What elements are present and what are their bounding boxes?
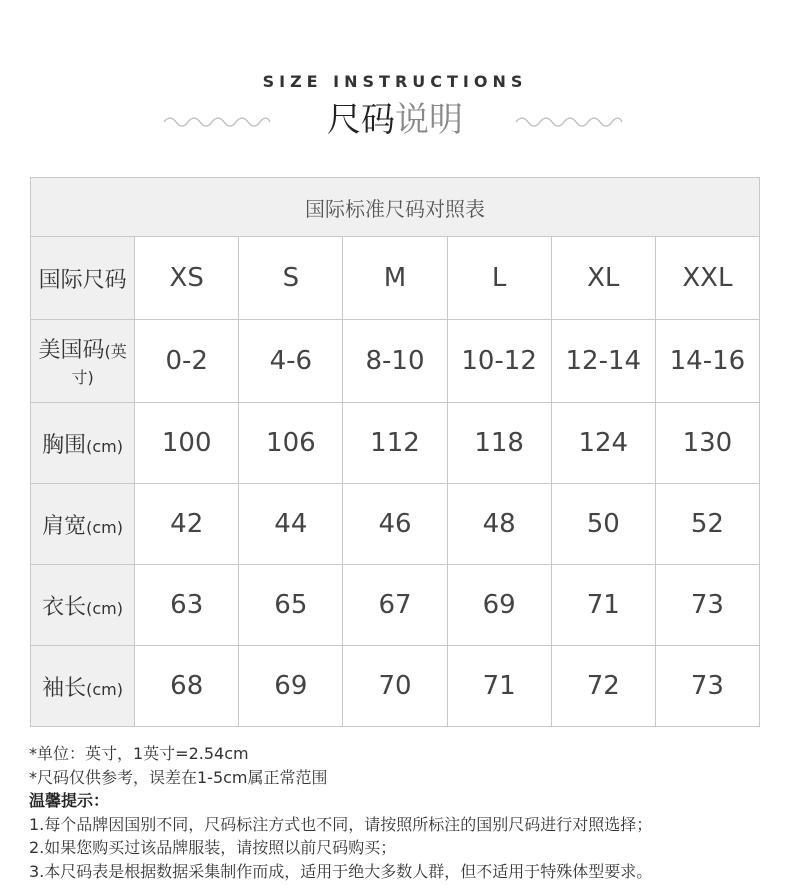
table-row — [31, 320, 760, 403]
title-dark-part: 尺码 — [327, 100, 395, 140]
row-header — [31, 320, 135, 403]
wave-divider-right-icon — [514, 110, 624, 130]
table-row — [31, 646, 760, 727]
row-label: 国际尺码 — [38, 267, 127, 293]
table-cell: 52 — [655, 484, 759, 565]
size-table-container — [30, 177, 760, 727]
row-unit: (英寸) — [71, 342, 127, 387]
table-cell: 71 — [551, 565, 655, 646]
table-cell: XS — [135, 237, 239, 320]
row-header — [31, 565, 135, 646]
table-cell: 106 — [239, 403, 343, 484]
table-cell: XL — [551, 237, 655, 320]
row-unit: (cm) — [86, 598, 124, 618]
table-row — [31, 484, 760, 565]
table-cell: 112 — [343, 403, 447, 484]
tip-item: 3.本尺码表是根据数据采集制作而成，适用于绝大多数人群，但不适用于特殊体型要求。 — [29, 861, 653, 881]
table-row — [31, 237, 760, 320]
table-cell: 69 — [447, 565, 551, 646]
table-cell: 50 — [551, 484, 655, 565]
table-cell: 44 — [239, 484, 343, 565]
table-caption: 国际标准尺码对照表 — [31, 178, 760, 237]
table-cell: 12-14 — [551, 320, 655, 403]
row-label: 肩宽 — [42, 513, 87, 539]
table-cell: 72 — [551, 646, 655, 727]
reference-note: *尺码仅供参考，误差在1-5cm属正常范围 — [29, 767, 328, 787]
table-cell: M — [343, 237, 447, 320]
table-cell: 67 — [343, 565, 447, 646]
table-cell: 42 — [135, 484, 239, 565]
table-cell: 48 — [447, 484, 551, 565]
table-cell: 46 — [343, 484, 447, 565]
row-header — [31, 646, 135, 727]
table-cell: 69 — [239, 646, 343, 727]
table-row — [31, 403, 760, 484]
row-header — [31, 403, 135, 484]
unit-note: *单位：英寸，1英寸=2.54cm — [29, 744, 249, 763]
table-cell: 8-10 — [343, 320, 447, 403]
page-header — [0, 0, 790, 160]
table-cell: 0-2 — [135, 320, 239, 403]
tips-title: 温馨提示： — [29, 791, 110, 810]
table-cell: XXL — [655, 237, 759, 320]
row-label: 美国码 — [38, 338, 105, 363]
table-cell: 4-6 — [239, 320, 343, 403]
row-unit: (cm) — [86, 679, 124, 699]
size-chart-table — [30, 177, 760, 727]
table-cell: 63 — [135, 565, 239, 646]
table-cell: 100 — [135, 403, 239, 484]
table-row — [31, 565, 760, 646]
row-unit: (cm) — [86, 436, 124, 456]
table-cell: 70 — [343, 646, 447, 727]
row-label: 胸围 — [42, 432, 87, 458]
table-cell: 71 — [447, 646, 551, 727]
table-cell: S — [239, 237, 343, 320]
table-cell: 118 — [447, 403, 551, 484]
table-cell: 73 — [655, 646, 759, 727]
page-title — [0, 98, 790, 142]
row-header — [31, 237, 135, 320]
table-cell: 124 — [551, 403, 655, 484]
row-unit: (cm) — [86, 517, 124, 537]
table-cell: 73 — [655, 565, 759, 646]
table-cell: L — [447, 237, 551, 320]
table-cell: 10-12 — [447, 320, 551, 403]
section-subtitle: SIZE INSTRUCTIONS — [262, 72, 528, 91]
table-cell: 14-16 — [655, 320, 759, 403]
tip-item: 2.如果您购买过该品牌服装，请按照以前尺码购买； — [29, 838, 397, 857]
row-label: 衣长 — [42, 594, 87, 620]
table-cell: 65 — [239, 565, 343, 646]
notes-section — [29, 742, 769, 883]
table-cell: 68 — [135, 646, 239, 727]
title-light-part: 说明 — [395, 100, 463, 140]
row-label: 袖长 — [42, 675, 87, 701]
row-header — [31, 484, 135, 565]
table-cell: 130 — [655, 403, 759, 484]
tip-item: 1.每个品牌因国别不同，尺码标注方式也不同，请按照所标注的国别尺码进行对照选择； — [29, 814, 653, 834]
